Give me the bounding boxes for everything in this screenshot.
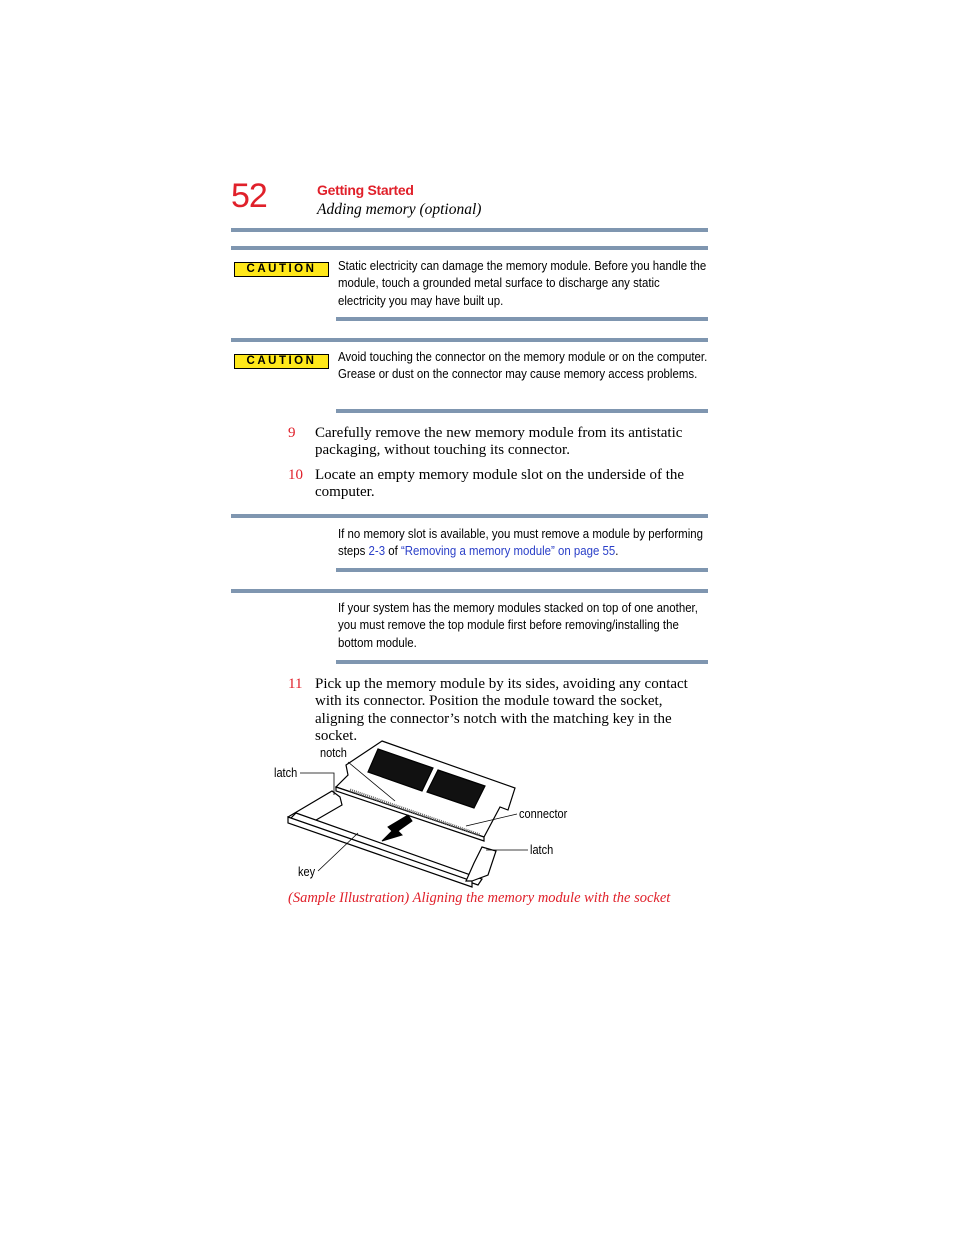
label-latch-left: latch xyxy=(274,766,298,780)
chapter-title: Getting Started xyxy=(317,182,414,198)
step-number: 11 xyxy=(288,676,303,692)
note-bottom-rule xyxy=(336,660,708,664)
step-number: 9 xyxy=(288,425,296,441)
latch-left-leader xyxy=(300,773,334,795)
caution-bottom-rule xyxy=(336,317,708,321)
figure-caption: (Sample Illustration) Aligning the memory module with the socket xyxy=(288,890,671,906)
step-text: Locate an empty memory module slot on the underside of the computer. xyxy=(315,467,685,501)
step-text: Pick up the memory module by its sides, avoiding any contact with its connector. Position the module toward the socket, aligning the connector’s notch with the matching key in the socket. xyxy=(315,676,688,744)
removing-memory-module-link[interactable]: “Removing a memory module” on page 55 xyxy=(400,543,616,559)
caution-badge: CAUTION xyxy=(234,354,329,369)
step-number: 10 xyxy=(288,467,303,483)
section-title: Adding memory (optional) xyxy=(317,201,482,218)
caution-badge: CAUTION xyxy=(234,262,329,277)
note-text: If your system has the memory modules stacked on top of one another, you must remove the top module first before removing/installing the bottom module. xyxy=(338,600,698,650)
step-text: Carefully remove the new memory module from its antistatic packaging, without touching its connector. xyxy=(315,425,683,459)
memory-module xyxy=(336,741,515,841)
module-board xyxy=(336,741,515,837)
note-top-rule xyxy=(231,514,708,518)
header-rule xyxy=(231,228,708,232)
label-latch-right: latch xyxy=(530,843,554,857)
note-text-part: . xyxy=(615,543,619,559)
note-text xyxy=(338,525,709,560)
note-top-rule xyxy=(231,589,708,593)
page-number: 52 xyxy=(231,177,267,215)
socket-right-latch xyxy=(466,847,496,881)
note-text-part: If no memory slot is available, you must remove a module by performing steps xyxy=(338,526,703,559)
label-notch: notch xyxy=(320,746,347,760)
steps-link[interactable]: 2-3 xyxy=(368,543,386,559)
note-bottom-rule xyxy=(336,568,708,572)
caution-top-rule xyxy=(231,246,708,250)
caution-text: Static electricity can damage the memory module. Before you handle the module, touch a grounded metal surface to discharge any static electricity you may have built up. xyxy=(338,258,707,308)
note-text-part: of xyxy=(385,543,401,559)
insert-arrow-icon xyxy=(382,815,412,841)
label-key: key xyxy=(298,865,316,879)
caution-bottom-rule xyxy=(336,409,708,413)
caution-top-rule xyxy=(231,338,708,342)
label-connector: connector xyxy=(519,807,568,821)
caution-text: Avoid touching the connector on the memory module or on the computer. Grease or dust on the connector may cause memory access problems. xyxy=(338,349,708,382)
